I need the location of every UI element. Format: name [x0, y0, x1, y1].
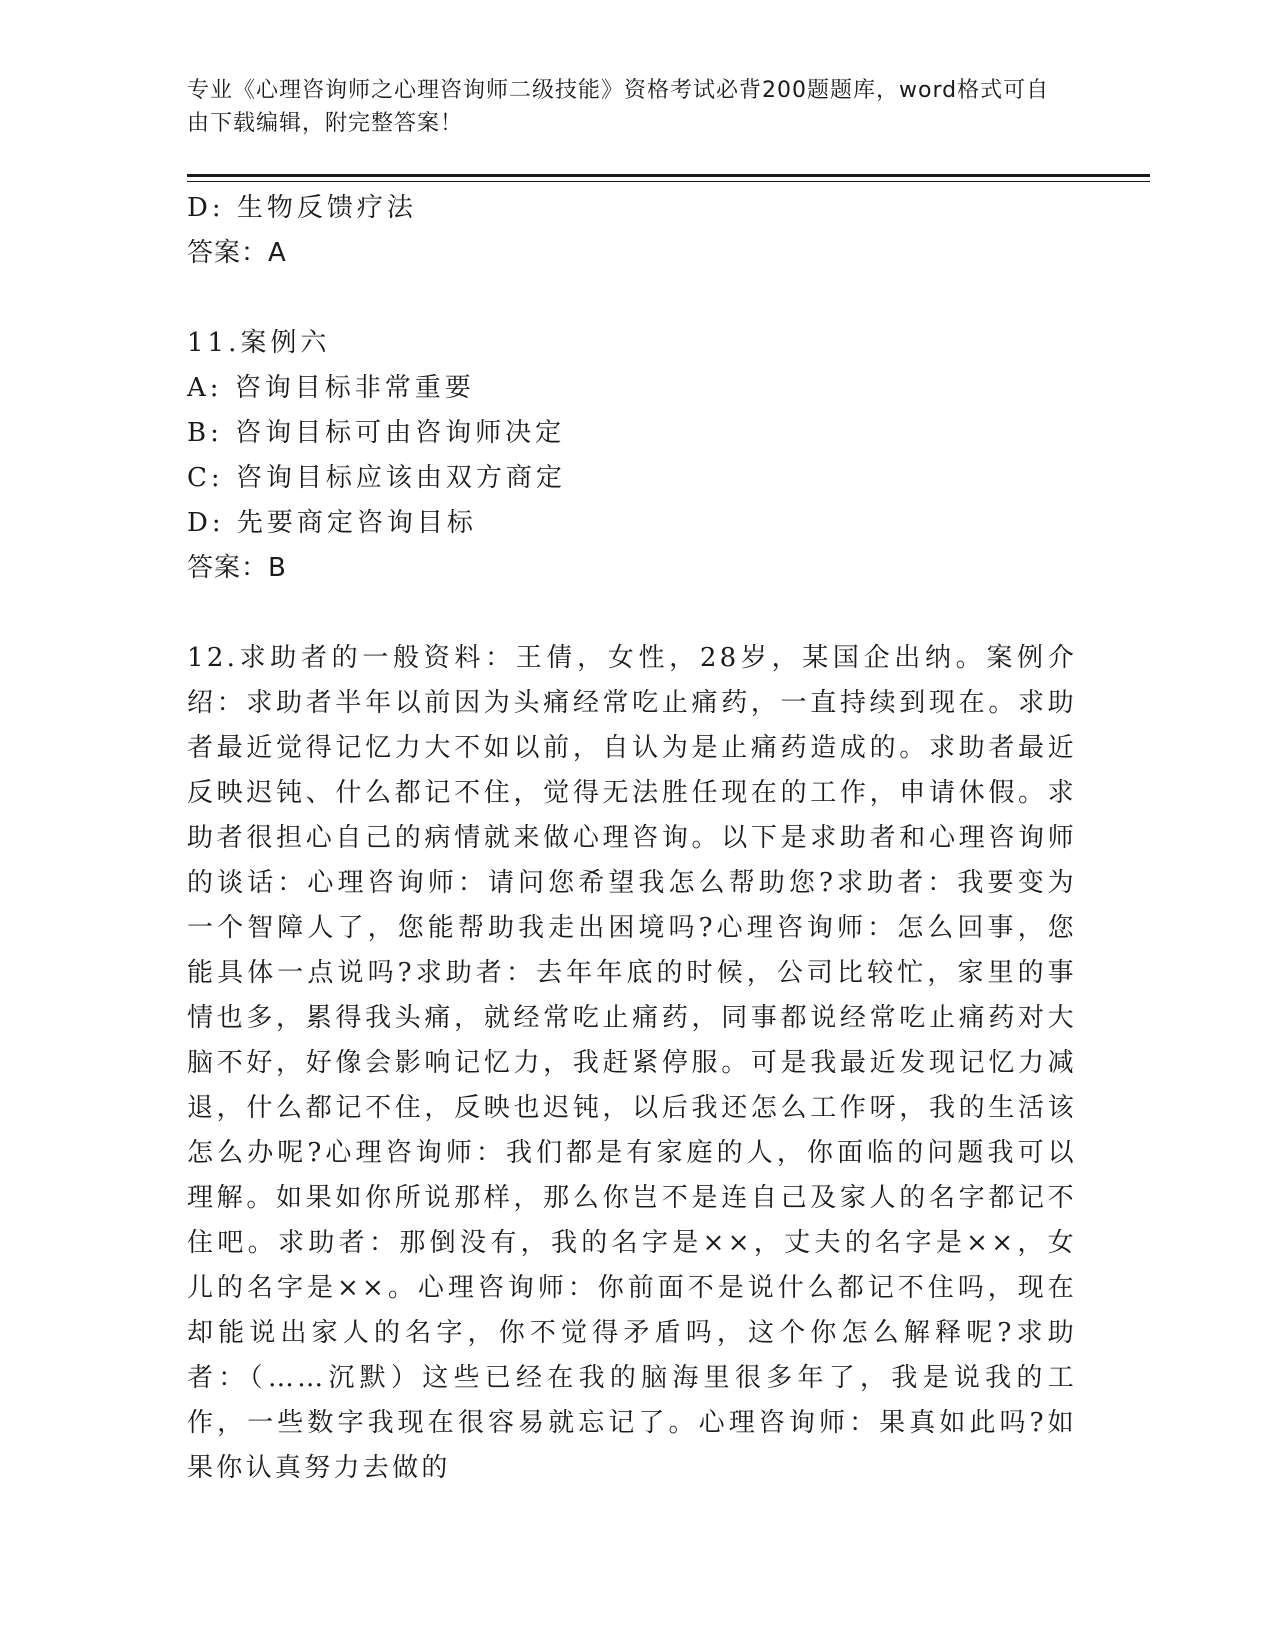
- question-12-text: 12.求助者的一般资料：王倩，女性，28岁，某国企出纳。案例介绍：求助者半年以前因为头痛经常吃止痛药，一直持续到现在。求助者最近觉得记忆力大不如以前，自认为是止痛药造成的。求助者最近反映迟钝、什么都记不住，觉得无法胜任现在的工作，申请休假。求助者很担心自己的病情就来做心理咨询。以下是求助者和心理咨询师的谈话：心理咨询师：请问您希望我怎么帮助您?求助者：我要变为一个智障人了，您能帮助我走出困境吗?心理咨询师：怎么回事，您能具体一点说吗?求助者：去年年底的时候，公司比较忙，家里的事情也多，累得我头痛，就经常吃止痛药，同事都说经常吃止痛药对大脑不好，好像会影响记忆力，我赶紧停服。可是我最近发现记忆力减退，什么都记不住，反映也迟钝，以后我还怎么工作呀，我的生活该怎么办呢?心理咨询师：我们都是有家庭的人，你面临的问题我可以理解。如果如你所说那样，那么你岂不是连自己及家人的名字都记不住吧。求助者：那倒没有，我的名字是××，丈夫的名字是××，女儿的名字是××。心理咨询师：你前面不是说什么都记不住吗，现在却能说出家人的名字，你不觉得矛盾吗，这个你怎么解释呢?求助者：（……沉默）这些已经在我的脑海里很多年了，我是说我的工作，一些数字我现在很容易就忘记了。心理咨询师：果真如此吗?如果你认真努力去做的: [187, 643, 1077, 1483]
- question-11-option-b: B: 咨询目标可由咨询师决定: [187, 418, 566, 448]
- prev-option-d: D: 生物反馈疗法: [187, 193, 417, 223]
- question-11-option-a: A: 咨询目标非常重要: [187, 373, 475, 403]
- question-11-title: 11.案例六: [187, 328, 331, 358]
- header-rule-thin: [187, 181, 1150, 182]
- prev-answer: 答案：A: [187, 238, 287, 268]
- question-11-option-c: C: 咨询目标应该由双方商定: [187, 463, 566, 493]
- question-11-option-d: D: 先要商定咨询目标: [187, 508, 477, 538]
- document-content: [187, 186, 1077, 1491]
- spacer: [187, 591, 1077, 636]
- header-rule-thick: [187, 174, 1150, 177]
- question-11-answer: 答案：B: [187, 553, 287, 583]
- spacer: [187, 276, 1077, 321]
- document-header: 专业《心理咨询师之心理咨询师二级技能》资格考试必背200题题库，word格式可自由下载编辑，附完整答案！: [187, 78, 1050, 136]
